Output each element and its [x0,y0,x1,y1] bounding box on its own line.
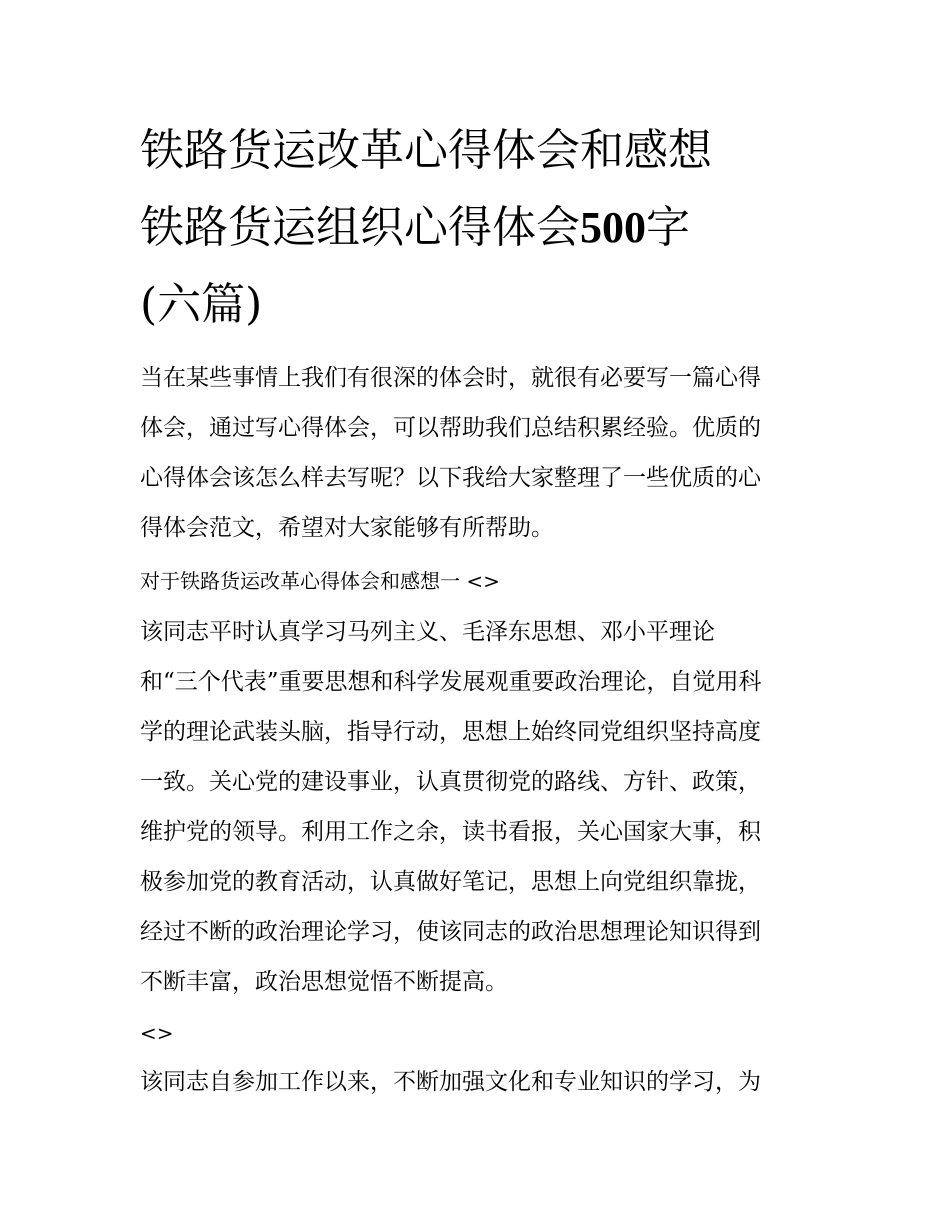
title-line-3: (六篇) [140,279,263,330]
body-line: 极参加党的教育活动，认真做好笔记，思想上向党组织靠拢， [140,869,761,895]
body-line: 学的理论武装头脑，指导行动，思想上始终同党组织坚持高度 [140,719,761,745]
body-line: 该同志平时认真学习马列主义、毛泽东思想、邓小平理论 [140,619,715,645]
intro-line: 体会，通过写心得体会，可以帮助我们总结积累经验。优质的 [140,415,761,441]
body-line: 经过不断的政治理论学习，使该同志的政治思想理论知识得到 [140,919,761,945]
body-line: 不断丰富，政治思想觉悟不断提高。 [140,969,508,995]
title-line-1: 铁路货运改革心得体会和感想 [140,125,712,176]
body-line: 维护党的领导。利用工作之余，读书看报，关心国家大事，积 [140,819,761,845]
intro-line: 当在某些事情上我们有很深的体会时，就很有必要写一篇心得 [140,365,761,391]
intro-line: 心得体会该怎么样去写呢？以下我给大家整理了一些优质的心 [140,465,761,491]
intro-line: 得体会范文，希望对大家能够有所帮助。 [140,515,554,541]
title-line-2 [140,202,690,253]
title-line-2-number: 500 [580,203,646,252]
body-line: 和“三个代表”重要思想和科学发展观重要政治理论，自觉用科 [140,669,762,695]
title-line-2-text: 铁路货运组织心得体会 [140,202,580,253]
section-separator: <> [140,1021,174,1045]
body-line: 一致。关心党的建设事业，认真贯彻党的路线、方针、政策， [140,769,761,795]
closing-line: 该同志自参加工作以来，不断加强文化和专业知识的学习，为 [140,1069,761,1095]
section-heading: 对于铁路货运改革心得体会和感想一 <> [140,569,500,593]
title-line-2-tail: 字 [646,202,690,253]
page-title [140,112,830,343]
